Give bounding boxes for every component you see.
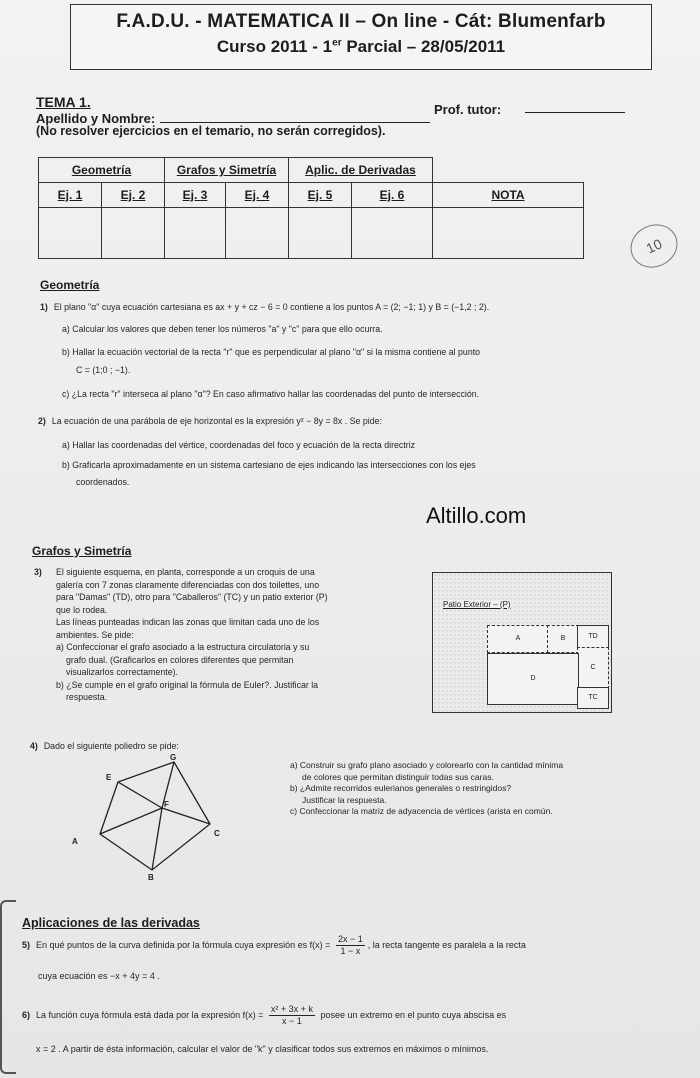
grade-table [38,157,584,259]
q1c-text: c) ¿La recta "r" interseca al plano "α"? En caso afirmativo hallar las coordenadas del punto de intersección. [62,389,480,399]
q2a-text: a) Hallar las coordenadas del vértice, coordenadas del foco y ecuación de la recta directriz [62,440,416,450]
vertex-g: G [170,753,177,762]
room-b: B [547,625,579,653]
col-ej4: Ej. 4 [226,183,289,208]
col-ej6: Ej. 6 [352,183,433,208]
q2b-cont: coordenados. [76,477,130,487]
floor-plan [432,572,612,713]
section-grafos: Grafos y Simetría [32,544,132,558]
col-ej1: Ej. 1 [39,183,102,208]
section-derivadas: Aplicaciones de las derivadas [22,916,200,930]
q5-cont: cuya ecuación es −x + 4y = 4 . [38,971,160,981]
spacer-cell [433,158,584,183]
apellido-label: Apellido y Nombre: [36,111,156,126]
q4-items: a) Construir su grafo plano asociado y colorearlo con la cantidad mínima de colores que permitan distinguir todas sus caras. b) ¿Admite recorridos eulerianos generales o restringidos? Justificar la respuesta. c) Confeccionar la matriz de adyacencia de vértices (arista en común. [290,760,564,816]
vertex-a: A [72,837,78,846]
exam-header [70,4,652,70]
score-ej6[interactable] [352,208,433,259]
polyhedron-figure [70,752,250,882]
margin-bracket [0,900,16,1074]
room-td: TD [577,625,609,649]
tema-label: TEMA 1. [36,94,91,110]
q6-cont: x = 2 . A partir de ésta información, calcular el valor de "k" y clasificar todos sus extremos en máximos o mínimos. [36,1044,489,1054]
col-ej3: Ej. 3 [165,183,226,208]
q5-fraction: $\frac{2x - 1}{1 - x}$ [337,934,363,956]
q1a-text: a) Calcular los valores que deben tener los números "a" y "c" para que ello ocurra. [62,324,383,334]
col-ej2: Ej. 2 [102,183,165,208]
room-d: D [487,653,579,705]
score-ej4[interactable] [226,208,289,259]
score-nota[interactable] [433,208,584,259]
vertex-e: E [106,773,112,782]
col-ej5: Ej. 5 [289,183,352,208]
course-label: Curso 2011 - 1 [216,37,333,56]
q5-text: 5) En qué puntos de la curva definida por la fórmula cuya expresión es f(x) = $\frac{2x - 1}{1 - x}$ , la recta tangente es paralela a la recta [22,934,526,956]
ordinal-suffix: er [332,37,342,49]
vertex-f: F [164,800,169,809]
q6-text: 6) La función cuya fórmula está dada por la expresión f(x) = $\frac{\text{x² + 3x + k}}{x - 1}$ posee un extremo en el punto cuya abscisa es [22,1004,507,1026]
edge-f-b [152,808,162,870]
q1b-point: C = (1;0 ; −1). [76,365,131,375]
instructions-note: (No resolver ejercicios en el temario, no serán corregidos). [36,124,386,138]
score-ej2[interactable] [102,208,165,259]
q1b-text: b) Hallar la ecuación vectorial de la recta "r" que es perpendicular al plano "α" si la misma contiene al punto [62,347,481,357]
score-ej3[interactable] [165,208,226,259]
patio-label: Patio Exterior – (P) [443,600,511,609]
room-c: C [577,647,609,689]
q1-text: 1) El plano "α" cuya ecuación cartesiana es ax + y + cz − 6 = 0 contiene a los puntos A = (2; −1; 1) y B = (−1,2 ; 2). [40,302,490,312]
q2-text: 2) La ecuación de una parábola de eje horizontal es la expresión y² − 8y = 8x . Se pide: [38,416,382,426]
vertex-b: B [148,873,154,882]
group-geometria: Geometría [39,158,165,183]
edge-a-f [100,808,162,834]
group-derivadas: Aplic. de Derivadas [289,158,433,183]
vertex-c: C [214,829,220,838]
header-title: F.A.D.U. - MATEMATICA II – On line - Cát: Blumenfarb [116,11,606,32]
q4-text: 4) Dado el siguiente poliedro se pide: [30,741,179,751]
score-ej5[interactable] [289,208,352,259]
apellido-field[interactable] [160,122,430,123]
q2b-text: b) Graficarla aproximadamente en un sistema cartesiano de ejes indicando las intersecciones con los ejes [62,460,476,470]
tutor-field[interactable] [525,112,625,113]
group-grafos: Grafos y Simetría [165,158,289,183]
header-subtitle [71,37,651,57]
col-nota: NOTA [433,183,584,208]
q6-fraction: $\frac{\text{x² + 3x + k}}{x - 1}$ [270,1004,313,1026]
section-geometria: Geometría [40,278,100,292]
exam-date: Parcial – 28/05/2011 [341,37,506,56]
watermark-text: Altillo.com [426,503,527,528]
room-tc: TC [577,687,609,709]
room-a: A [487,625,549,653]
q3-text: 3) El siguiente esquema, en planta, corresponde a un croquis de una galería con 7 zonas claramente diferenciadas con dos toilettes, uno para "Damas" (TD), otro para "Caballeros" (TC) y un patio exterior (P) que lo rodea. Las líneas punteadas indican las zonas que limitan cada uno de los ambientes. Se pide: a) Confeccionar el grafo asociado a la estructura circulatoria y su grafo dual. (Graficarlos en colores diferentes que permitan visualizarlos correctamente). b) ¿Se cumple en el grafo original la fórmula de Euler?. Justificar la respuesta. [34,567,328,702]
score-ej1[interactable] [39,208,102,259]
tutor-label: Prof. tutor: [434,102,502,117]
grade-stamp: 10 [623,217,684,275]
edge-e-f [118,782,162,808]
